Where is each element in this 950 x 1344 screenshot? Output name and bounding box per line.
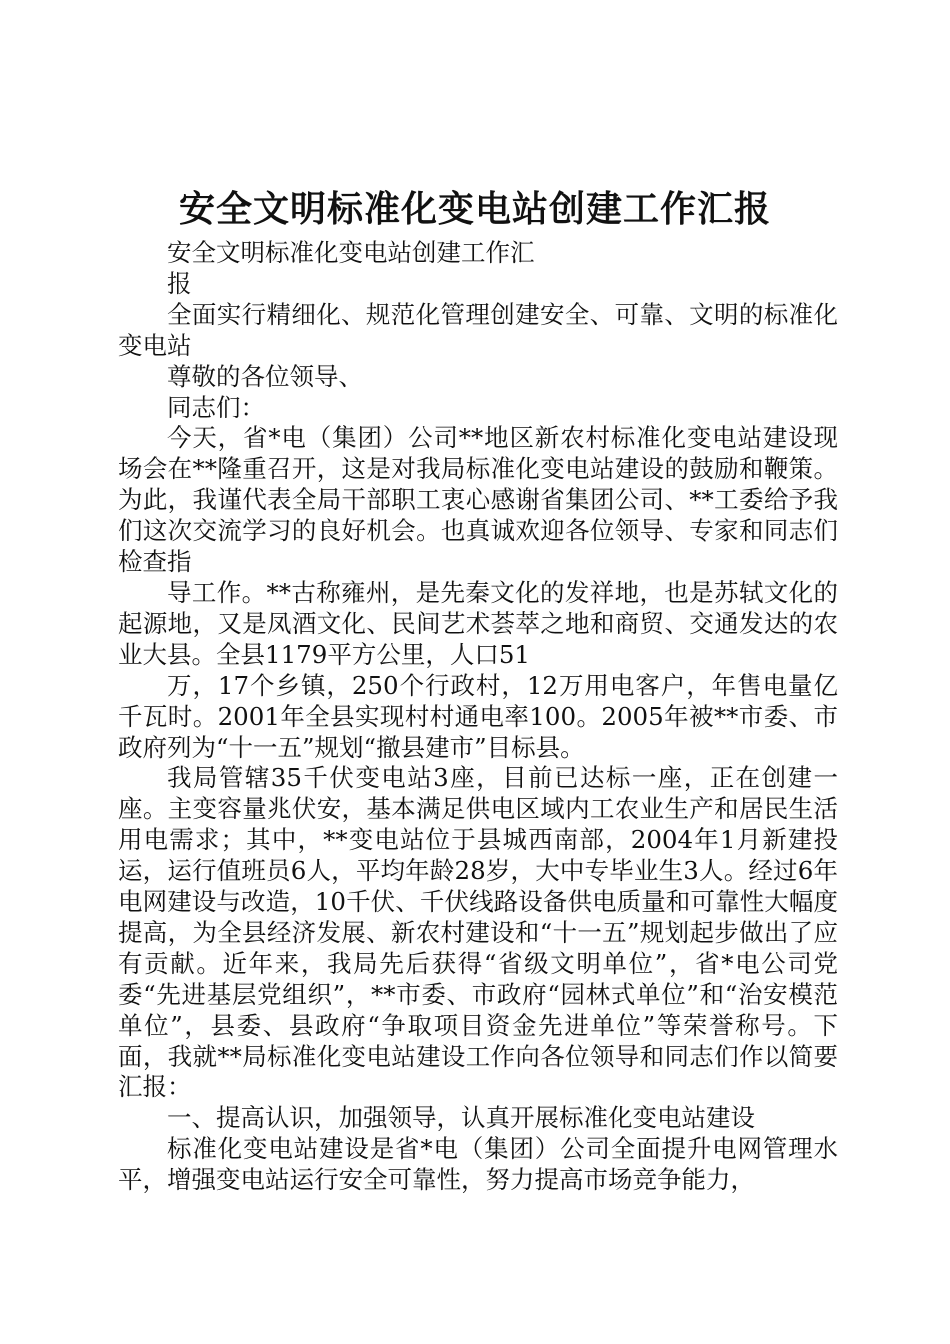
paragraph: 导工作。**古称雍州，是先秦文化的发祥地，也是苏轼文化的起源地，又是凤酒文化、民间艺术荟萃之地和商贸、交通发达的农业大县。全县1179平方公里，人口51: [118, 577, 838, 669]
paragraph: 同志们：: [167, 392, 265, 422]
paragraph: 安全文明标准化变电站创建工作汇: [167, 238, 535, 267]
paragraph: 报: [167, 268, 192, 298]
paragraph: 我局管辖35千伏变电站3座，目前已达标一座，正在创建一座。主变容量兆伏安，基本满足供电区域内工农业生产和居民生活用电需求；其中，**变电站位于县城西南部，2004年1月新建投运，运行值班员6人，平均年龄28岁，大中专毕业生3人。经过6年电网建设与改造，10千伏、千伏线路设备供电质量和可靠性大幅度提高，为全县经济发展、新农村建设和“十一五”规划起步做出了应有贡献。近年来，我局先后获得“省级文明单位”，省*电公司党委“先进基层党组织”，**市委、市政府“园林式单位”和“治安模范单位”，县委、县政府“争取项目资金先进单位”等荣誉称号。下面，我就**局标准化变电站建设工作向各位领导和同志们作以简要汇报：: [118, 763, 838, 1102]
paragraph: 今天，省*电（集团）公司**地区新农村标准化变电站建设现场会在**隆重召开，这是对我局标准化变电站建设的鼓励和鞭策。为此，我谨代表全局干部职工衷心感谢省集团公司、**工委给予我们这次交流学习的良好机会。也真诚欢迎各位领导、专家和同志们检查指: [118, 423, 838, 577]
section-heading: 一、提高认识，加强领导，认真开展标准化变电站建设: [167, 1103, 755, 1133]
document-title: 安全文明标准化变电站创建工作汇报: [178, 188, 771, 230]
paragraph: 尊敬的各位领导、: [167, 361, 363, 391]
paragraph: 万，17个乡镇，250个行政村，12万用电客户，年售电量亿千瓦时。2001年全县实现村村通电率100。2005年被**市委、市政府列为“十一五”规划“撤县建市”目标县。: [118, 670, 838, 762]
document-body: [118, 238, 838, 1196]
paragraph: 全面实行精细化、规范化管理创建安全、可靠、文明的标准化变电站: [118, 299, 838, 360]
paragraph: 标准化变电站建设是省*电（集团）公司全面提升电网管理水平，增强变电站运行安全可靠性，努力提高市场竞争能力，: [118, 1134, 838, 1195]
